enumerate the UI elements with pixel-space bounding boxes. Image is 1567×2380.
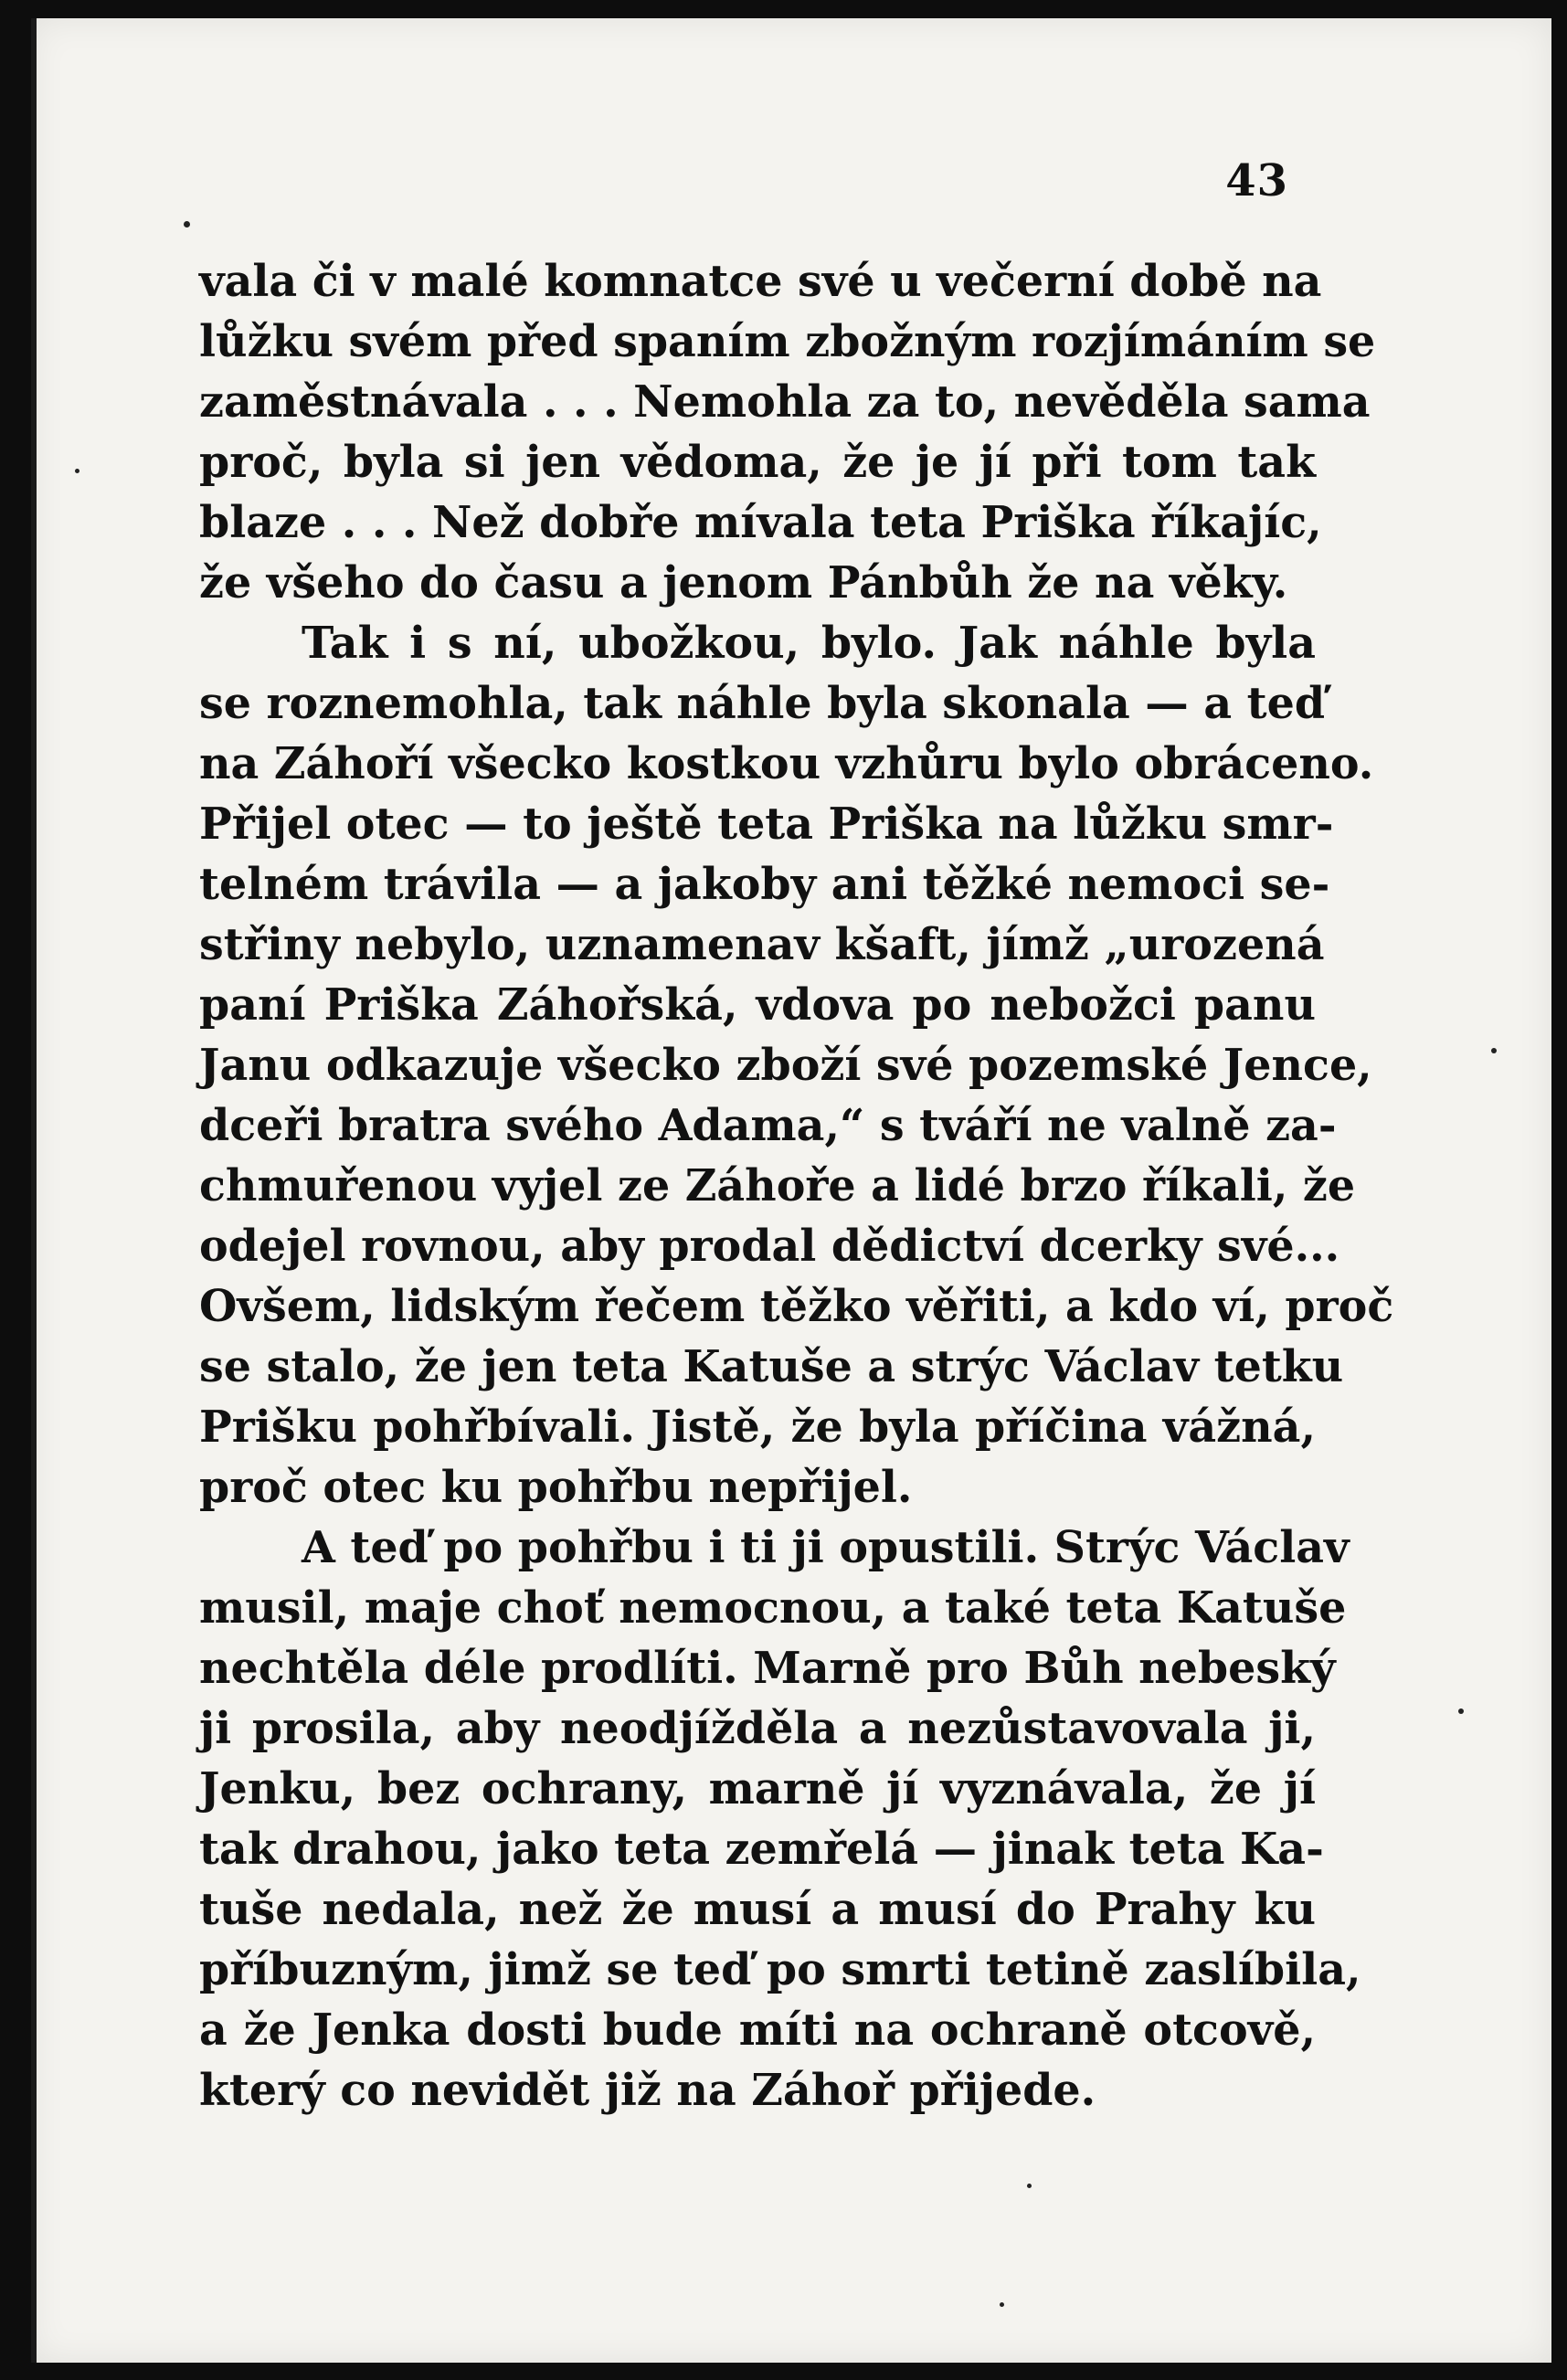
text-line: se stalo, že jen teta Katuše a strýc Václav tetku — [199, 1341, 1344, 1392]
text-line: a že Jenka dosti bude míti na ochraně otcově, — [199, 2004, 1316, 2056]
page-edge-shadow — [31, 18, 37, 2363]
text-line: příbuzným, jimž se teď po smrti tetině zaslíbila, — [199, 1944, 1361, 1995]
text-line: paní Priška Záhořská, vdova po nebožci panu — [199, 979, 1316, 1031]
text-line: chmuřenou vyjel ze Záhoře a lidé brzo říkali, že — [199, 1160, 1356, 1211]
print-speck — [75, 469, 79, 473]
text-line: A teď po pohřbu i ti ji opustili. Strýc Václav — [302, 1522, 1350, 1573]
page-number: 43 — [1225, 155, 1288, 206]
book-page — [31, 18, 1551, 2363]
text-line: lůžku svém před spaním zbožným rozjímáním se — [199, 316, 1376, 367]
print-speck — [1027, 2184, 1032, 2188]
text-line: telném trávila — a jakoby ani těžké nemoci se- — [199, 859, 1330, 910]
text-line: dceři bratra svého Adama,“ s tváří ne valně za- — [199, 1100, 1337, 1151]
text-line: který co nevidět již na Záhoř přijede. — [199, 2065, 1096, 2116]
text-line: střiny nebylo, uznamenav kšaft, jímž „urozená — [199, 919, 1325, 970]
text-line: Přijel otec — to ještě teta Priška na lůžku smr- — [199, 799, 1334, 850]
body-text — [199, 251, 1394, 2121]
text-line: Prišku pohřbívali. Jistě, že byla příčina vážná, — [199, 1402, 1316, 1453]
text-line: Tak i s ní, ubožkou, bylo. Jak náhle byla — [302, 618, 1316, 669]
text-line: proč otec ku pohřbu nepřijel. — [199, 1462, 913, 1513]
text-line: odejel rovnou, aby prodal dědictví dcerky své... — [199, 1221, 1340, 1272]
text-line: zaměstnávala . . . Nemohla za to, nevěděla sama — [199, 376, 1371, 428]
text-line: Janu odkazuje všecko zboží své pozemské Jence, — [199, 1040, 1372, 1091]
text-line: blaze . . . Než dobře mívala teta Priška říkajíc, — [199, 497, 1322, 548]
print-speck — [1458, 1708, 1464, 1714]
text-line: proč, byla si jen vědoma, že je jí při tom tak — [199, 437, 1316, 488]
text-line: Jenku, bez ochrany, marně jí vyznávala, že jí — [199, 1763, 1316, 1814]
text-line: Ovšem, lidským řečem těžko věřiti, a kdo ví, proč — [199, 1281, 1394, 1332]
print-speck — [184, 221, 190, 227]
text-line: ji prosila, aby neodjížděla a nezůstavovala ji, — [199, 1703, 1316, 1754]
text-line: se roznemohla, tak náhle byla skonala — a teď — [199, 678, 1326, 729]
text-line: tuše nedala, než že musí a musí do Prahy ku — [199, 1884, 1316, 1935]
text-line: že všeho do času a jenom Pánbůh že na věky. — [199, 557, 1288, 608]
text-line: nechtěla déle prodlíti. Marně pro Bůh nebeský — [199, 1643, 1336, 1694]
text-line: na Záhoří všecko kostkou vzhůru bylo obráceno. — [199, 738, 1374, 789]
text-line: musil, maje choť nemocnou, a také teta Katuše — [199, 1582, 1347, 1634]
text-line: tak drahou, jako teta zemřelá — jinak teta Ka- — [199, 1824, 1324, 1875]
text-line: vala či v malé komnatce své u večerní době na — [199, 256, 1322, 307]
print-speck — [1491, 1048, 1497, 1053]
print-speck — [1000, 2302, 1004, 2307]
